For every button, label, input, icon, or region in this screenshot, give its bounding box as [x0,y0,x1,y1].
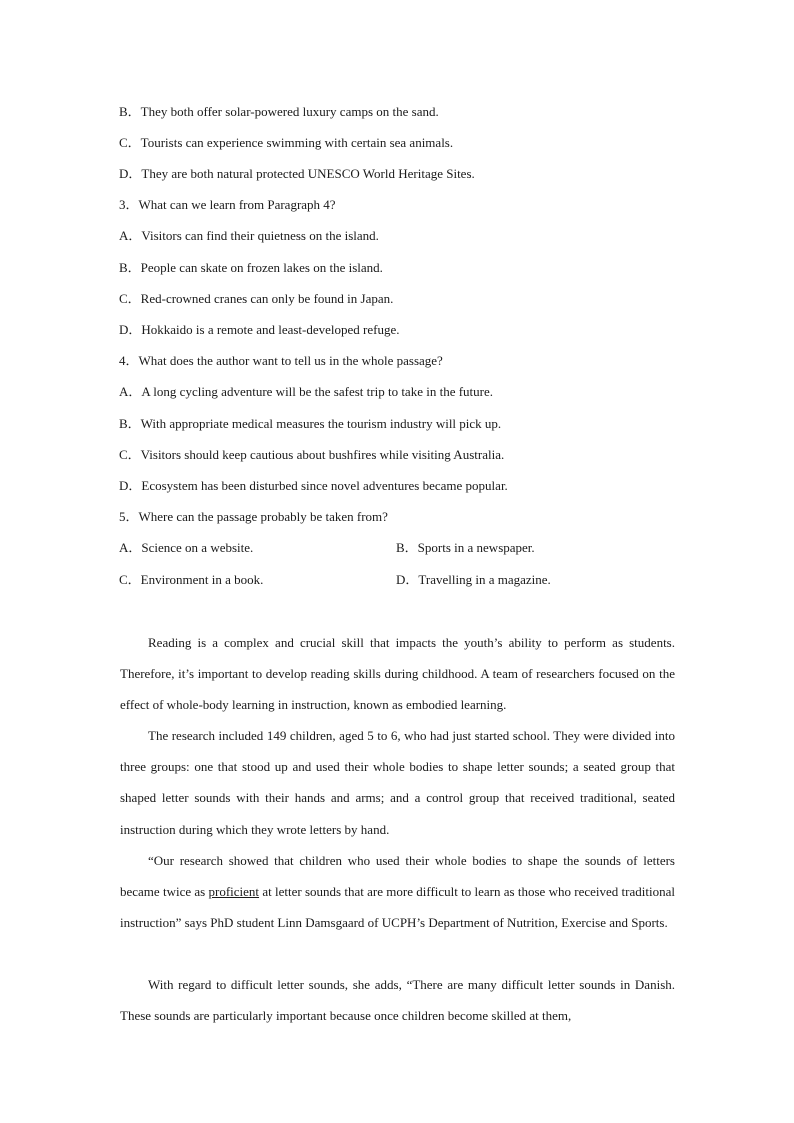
q3-option-c: C．Red-crowned cranes can only be found in Japan. [119,291,394,306]
passage-paragraph-2-text: The research included 149 children, aged 5 to 6, who had just started school. They were divided into three groups: one that stood up and used their whole bodies to shape letter sounds; a seated group that shaped letter sounds with their hands and arms; and a control group that received traditional, seated instruction during which they wrote letters by hand. [120,728,675,837]
q3-option-d: D．Hokkaido is a remote and least-developed refuge. [119,322,400,337]
q3-option-a: A．Visitors can find their quietness on the island. [119,228,379,243]
q2-option-b: B．They both offer solar-powered luxury camps on the sand. [119,104,439,119]
q4-option-c: C．Visitors should keep cautious about bushfires while visiting Australia. [119,447,505,462]
q4-option-b: B．With appropriate medical measures the tourism industry will pick up. [119,416,502,431]
underlined-word-proficient: proficient [208,884,260,900]
q5-option-d: D．Travelling in a magazine. [396,572,551,587]
q2-option-d: D．They are both natural protected UNESCO World Heritage Sites. [119,166,475,181]
q4-stem: 4．What does the author want to tell us in the whole passage? [119,353,443,368]
q5-option-c: C．Environment in a book. [119,572,264,587]
passage-paragraph-3 [120,845,675,939]
passage-paragraph-1-text: Reading is a complex and crucial skill that impacts the youth’s ability to perform as students. Therefore, it’s important to develop reading skills during childhood. A team of researchers focused on the effect of whole-body learning in instruction, known as embodied learning. [120,635,675,713]
q2-option-c: C．Tourists can experience swimming with certain sea animals. [119,135,454,150]
passage-paragraph-1 [120,627,675,721]
q5-option-b: B．Sports in a newspaper. [396,540,535,555]
q4-option-a: A．A long cycling adventure will be the safest trip to take in the future. [119,384,494,399]
passage-paragraph-2 [120,720,675,845]
passage-paragraph-3-text-after: at letter sounds that are more difficult to learn as those who received traditional instruction” says PhD student Linn Damsgaard of UCPH’s Department of Nutrition, Exercise and Sports. [120,884,675,931]
q3-stem: 3．What can we learn from Paragraph 4? [119,197,336,212]
q3-option-b: B．People can skate on frozen lakes on the island. [119,260,383,275]
q4-option-d: D．Ecosystem has been disturbed since novel adventures became popular. [119,478,508,493]
passage-paragraph-3-text-before: “Our research showed that children who used their whole bodies to shape the sounds of letters became twice as [120,853,675,900]
passage-paragraph-4 [120,969,675,1031]
q5-option-a: A．Science on a website. [119,540,254,555]
passage-paragraph-4-text: With regard to difficult letter sounds, she adds, “There are many difficult letter sounds in Danish. These sounds are particularly important because once children become skilled at them, [120,977,675,1024]
q5-stem: 5．Where can the passage probably be taken from? [119,509,388,524]
